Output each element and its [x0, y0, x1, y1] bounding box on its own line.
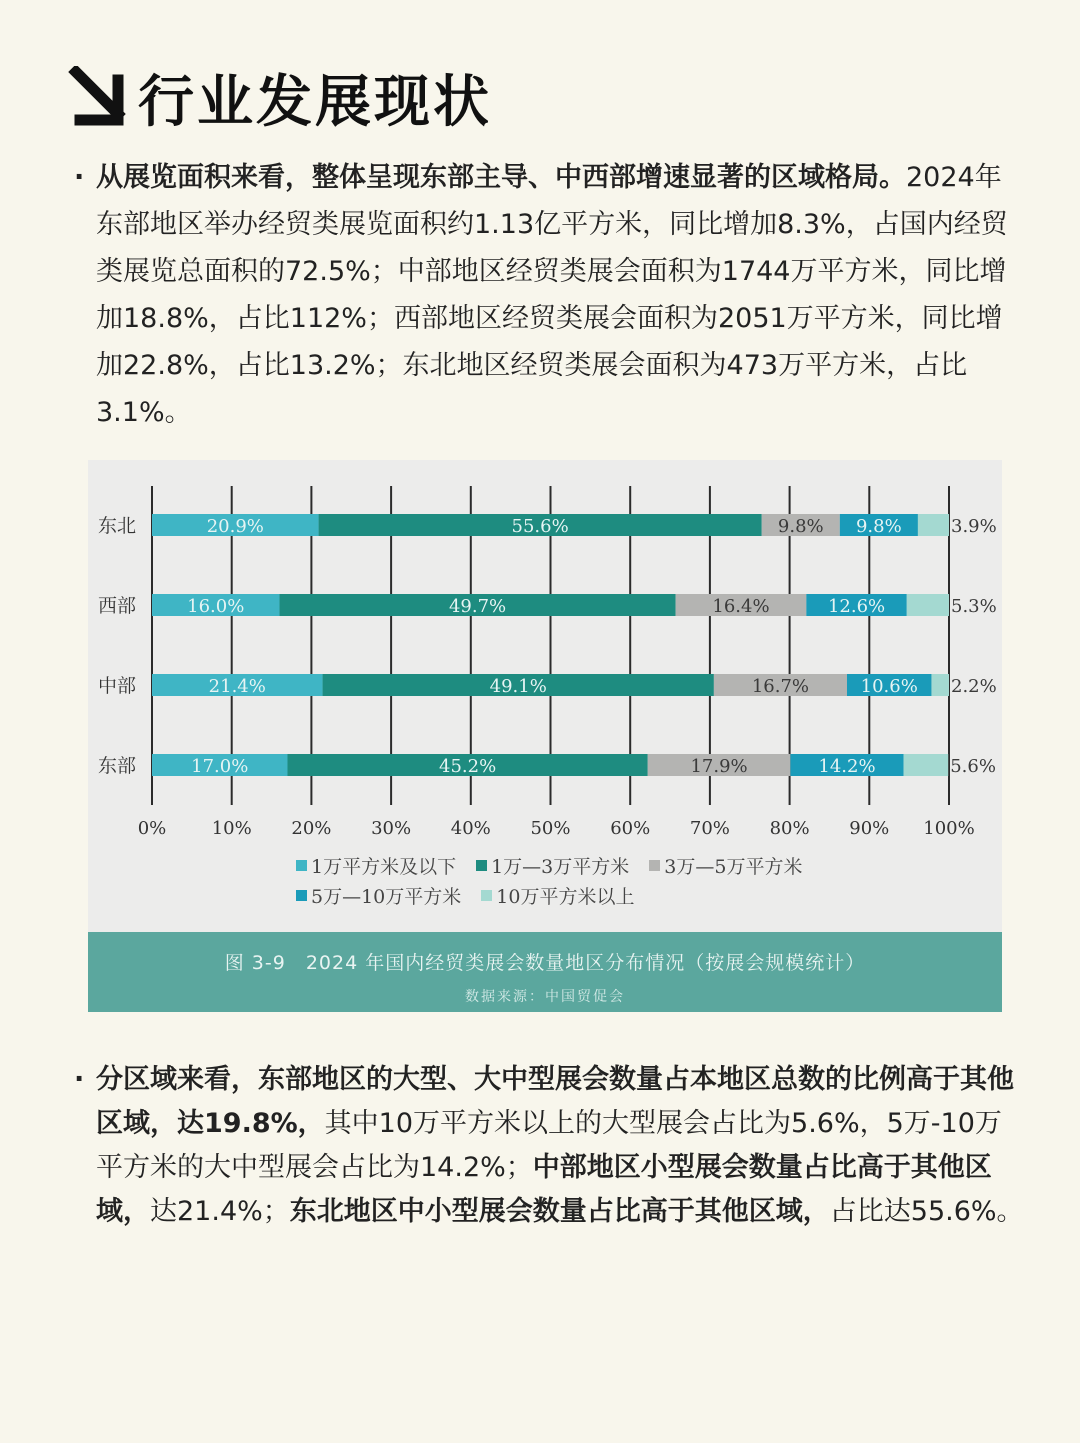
data-label: 9.8% [777, 516, 824, 537]
data-label: 10.6% [860, 676, 918, 697]
x-tick-label: 30% [371, 818, 412, 839]
section-heading [68, 58, 492, 138]
paragraph-region [74, 1058, 1026, 1234]
bullet-dot: · [74, 162, 85, 193]
data-label: 49.1% [489, 676, 547, 697]
legend-label: 10万平方米以上 [496, 885, 635, 908]
data-label: 45.2% [439, 756, 497, 777]
legend-swatch [649, 860, 660, 871]
legend-swatch [296, 890, 307, 901]
x-tick-label: 40% [450, 818, 491, 839]
x-tick-label: 80% [769, 818, 810, 839]
x-tick-label: 20% [291, 818, 332, 839]
data-label: 55.6% [511, 516, 569, 537]
legend-label: 1万—3万平方米 [491, 855, 630, 878]
paragraph-area [74, 154, 1026, 436]
bar-segment [904, 754, 949, 776]
x-tick-label: 10% [211, 818, 252, 839]
category-label: 西部 [98, 595, 137, 617]
data-label: 12.6% [827, 596, 886, 617]
x-tick-label: 100% [923, 818, 975, 839]
data-label: 16.4% [712, 596, 770, 617]
bar-segment [931, 674, 949, 696]
bar-segment [907, 594, 949, 616]
p2-text-d: 达21.4%； [150, 1196, 290, 1227]
legend-item [296, 882, 461, 909]
page-title: 行业发展现状 [138, 70, 492, 135]
p2-bold-e: 东北地区中小型展会数量占比高于其他区域， [289, 1196, 830, 1227]
chart-figure [88, 460, 1002, 1012]
x-tick-label: 0% [137, 818, 167, 839]
figure-caption [88, 932, 1002, 1012]
data-label: 9.8% [855, 516, 902, 537]
p2-bold-a: 分区域来看，东部地区的大型、大中型展会数量占本地区总数的比例高于其他区域，达19.8%， [96, 1064, 1014, 1139]
category-label: 中部 [98, 675, 137, 697]
legend-label: 5万—10万平方米 [311, 885, 462, 908]
x-tick-label: 60% [610, 818, 651, 839]
p2-text-f: 占比达55.6%。 [829, 1196, 1024, 1227]
legend-swatch [296, 860, 307, 871]
data-label: 16.0% [187, 596, 245, 617]
data-label: 17.9% [690, 756, 748, 777]
p2-bold-c: 中部地区小型展会数量占比高于其他区域， [96, 1152, 992, 1227]
legend-item [296, 852, 456, 879]
p2-text-b: 其中10万平方米以上的大型展会占比为5.6%，5万-10万平方米的大中型展会占比为14.2%； [96, 1108, 1002, 1183]
chart-legend [296, 850, 936, 910]
category-label: 东北 [98, 515, 137, 537]
legend-item [481, 882, 634, 909]
data-label: 5.6% [950, 756, 996, 777]
x-tick-label: 70% [689, 818, 730, 839]
arrow-down-right-icon [68, 66, 126, 130]
data-label: 21.4% [208, 676, 266, 697]
legend-swatch [481, 890, 492, 901]
x-tick-label: 90% [849, 818, 890, 839]
chart-source: 数据来源：中国贸促会 [465, 989, 625, 1005]
legend-label: 3万—5万平方米 [664, 855, 803, 878]
bar-segment [918, 514, 949, 536]
category-label: 东部 [98, 755, 137, 777]
data-label: 2.2% [951, 676, 997, 697]
bullet-dot: · [74, 1064, 85, 1095]
legend-swatch [476, 860, 487, 871]
legend-label: 1万平方米及以下 [311, 855, 457, 878]
x-tick-label: 50% [530, 818, 571, 839]
data-label: 5.3% [951, 596, 997, 617]
data-label: 16.7% [751, 676, 810, 697]
data-label: 17.0% [191, 756, 249, 777]
legend-item [649, 852, 802, 879]
legend-item [476, 852, 629, 879]
data-label: 3.9% [951, 516, 997, 537]
data-label: 49.7% [448, 596, 507, 617]
data-label: 20.9% [206, 516, 264, 537]
data-label: 14.2% [818, 756, 876, 777]
p1-text: 2024年东部地区举办经贸类展览面积约1.13亿平方米，同比增加8.3%，占国内经贸类展览总面积的72.5%；中部地区经贸类展会面积为1744万平方米，同比增加18.8%，占比112%；西部地区经贸类展会面积为2051万平方米，同比增加22.8%，占比13.2%；东北地区经贸类展会面积为473万平方米，占比3.1%。 [96, 162, 1008, 428]
chart-title: 图 3-9 2024 年国内经贸类展会数量地区分布情况（按展会规模统计） [224, 952, 866, 974]
p1-bold-text: 从展览面积来看，整体呈现东部主导、中西部增速显著的区域格局。 [96, 162, 906, 193]
